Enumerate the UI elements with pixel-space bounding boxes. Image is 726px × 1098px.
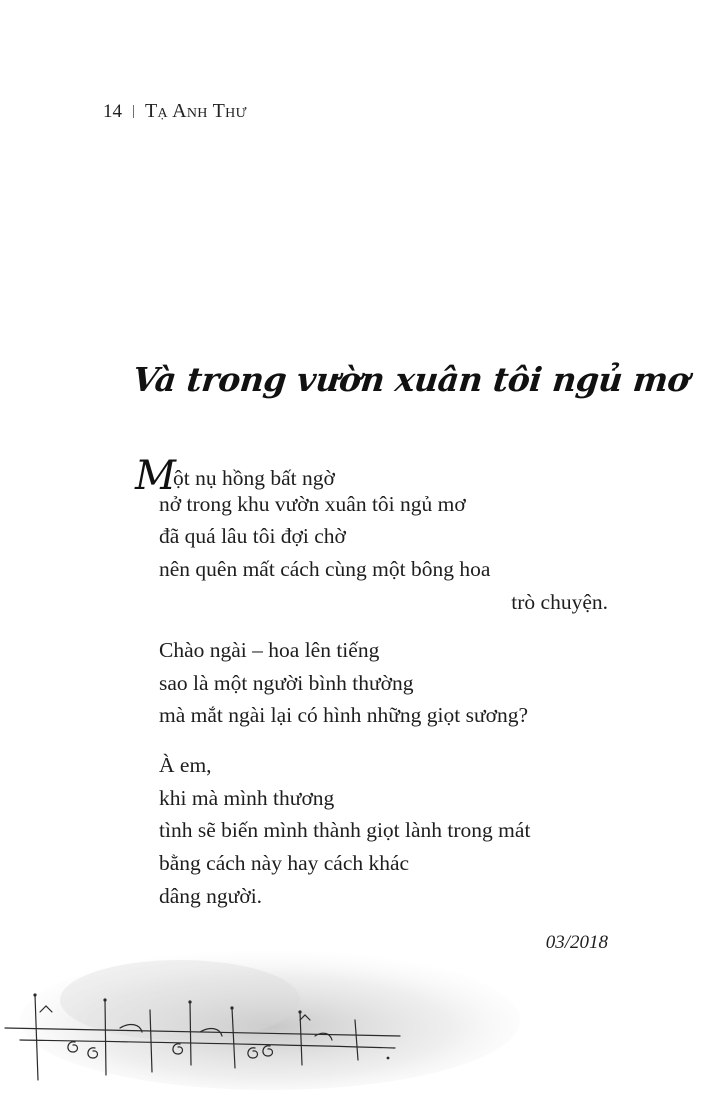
poem-title: Và trong vườn xuân tôi ngủ mơ (130, 360, 692, 399)
poem-line: sao là một người bình thường (159, 671, 414, 695)
fence-illustration (0, 940, 520, 1090)
poem-line: đã quá lâu tôi đợi chờ (159, 524, 346, 548)
poem-line: Chào ngài – hoa lên tiếng (159, 638, 380, 662)
poem-line: mà mắt ngài lại có hình những giọt sương? (159, 703, 529, 727)
poem-line: À em, (159, 753, 212, 777)
poem-line: bằng cách này hay cách khác (159, 851, 410, 875)
poem-first-line (135, 452, 335, 499)
poem-line: dâng người. (159, 884, 263, 908)
page-number: 14 (103, 100, 122, 122)
header-separator: | (132, 103, 136, 119)
first-line-text: ột nụ hồng bất ngờ (172, 466, 335, 490)
poem-line: nở trong khu vườn xuân tôi ngủ mơ (159, 492, 466, 516)
author-name: Tạ Anh Thư (145, 100, 247, 122)
poem-date: 03/2018 (545, 932, 608, 953)
drop-cap: M (135, 453, 176, 499)
poem-line: khi mà mình thương (159, 786, 335, 810)
poem-line: tình sẽ biến mình thành giọt lành trong mát (159, 818, 531, 842)
poem-line-tail: trò chuyện. (511, 590, 608, 614)
page-header (103, 100, 247, 123)
poem-line: nên quên mất cách cùng một bông hoa (159, 557, 491, 581)
